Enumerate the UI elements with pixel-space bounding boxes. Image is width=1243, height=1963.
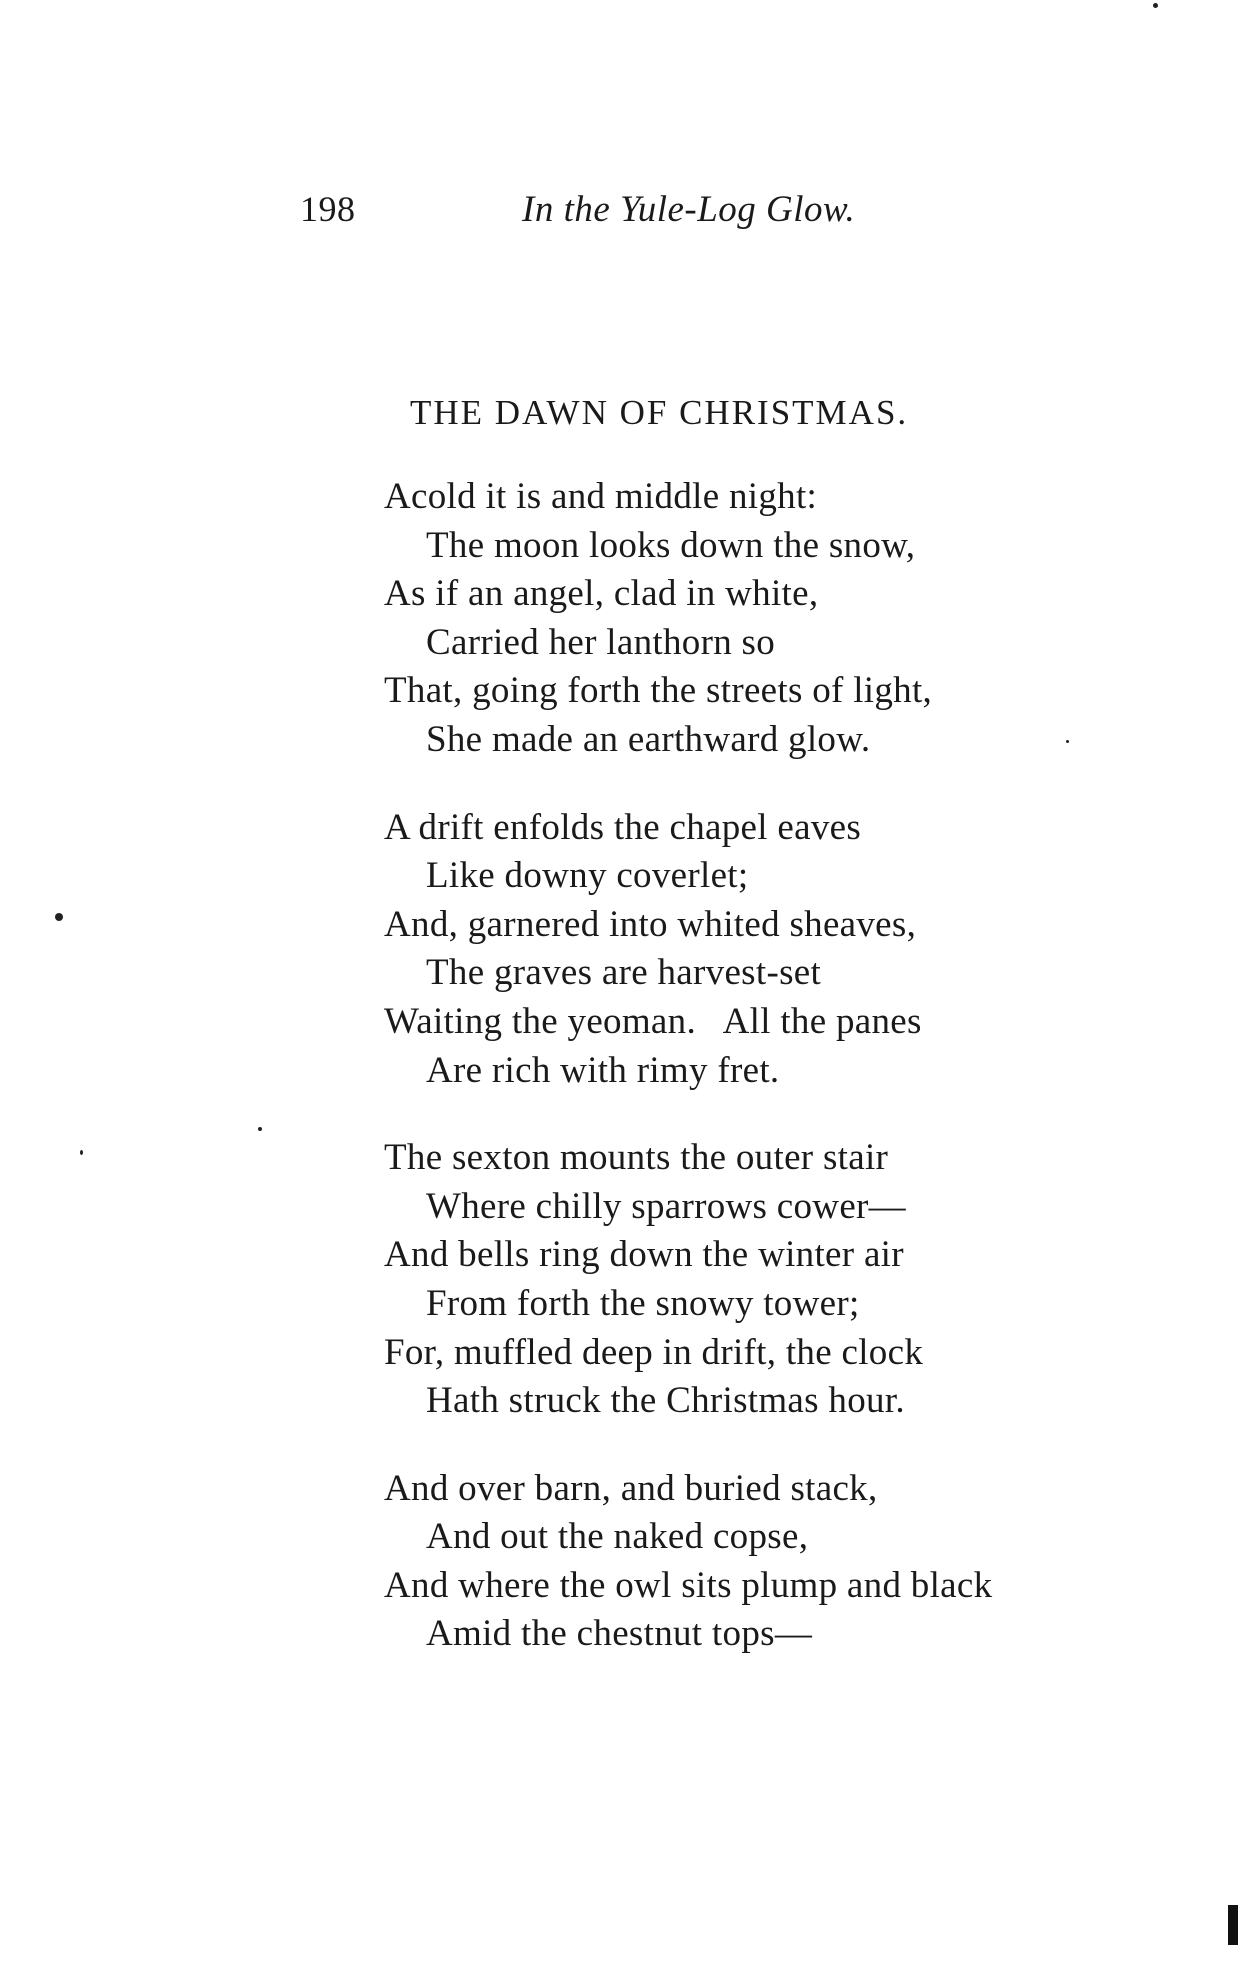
stanza-2	[384, 804, 1124, 1096]
poem-line: The sexton mounts the outer stair	[384, 1137, 889, 1179]
stanza-4	[384, 1465, 1124, 1659]
scan-speck	[55, 913, 63, 921]
scan-speck	[258, 1127, 262, 1131]
poem-line: As if an angel, clad in white,	[384, 573, 819, 615]
poem-line: And over barn, and buried stack,	[384, 1467, 878, 1509]
poem-line: And, garnered into whited sheaves,	[384, 903, 917, 945]
poem-line: The moon looks down the snow,	[426, 524, 916, 566]
poem-line: The graves are harvest-set	[426, 952, 822, 994]
running-head	[300, 188, 940, 238]
poem-line: A drift enfolds the chapel eaves	[384, 806, 862, 848]
poem-line: From forth the snowy tower;	[426, 1282, 860, 1324]
stanza-1	[384, 473, 1124, 765]
poem-line: That, going forth the streets of light,	[384, 670, 933, 712]
poem-line: And where the owl sits plump and black	[384, 1564, 993, 1606]
poem-line: Carried her lanthorn so	[426, 621, 776, 663]
poem-line: Acold it is and middle night:	[384, 476, 818, 517]
poem-line: Where chilly sparrows cower—	[426, 1185, 906, 1227]
running-title: In the Yule-Log Glow.	[522, 189, 856, 230]
poem-line: Like downy coverlet;	[426, 855, 749, 897]
poem-title: THE DAWN OF CHRISTMAS.	[410, 393, 909, 432]
poem-line: For, muffled deep in drift, the clock	[384, 1331, 924, 1373]
page-number: 198	[300, 189, 356, 229]
scan-speck	[80, 1150, 83, 1155]
poem-line: And bells ring down the winter air	[384, 1234, 904, 1276]
scan-speck	[1153, 3, 1158, 8]
scan-speck	[1066, 740, 1069, 743]
poem-body	[384, 473, 1124, 1698]
poem-line: She made an earthward glow.	[426, 718, 871, 760]
poem-line: And out the naked copse,	[426, 1516, 809, 1558]
poem-line: Amid the chestnut tops—	[426, 1613, 813, 1655]
stanza-3	[384, 1134, 1124, 1426]
poem-line: Are rich with rimy fret.	[426, 1049, 780, 1091]
poem-line: Waiting the yeoman. All the panes	[384, 1000, 922, 1042]
margin-mark	[1228, 1905, 1238, 1945]
poem-line: Hath struck the Christmas hour.	[426, 1380, 905, 1422]
